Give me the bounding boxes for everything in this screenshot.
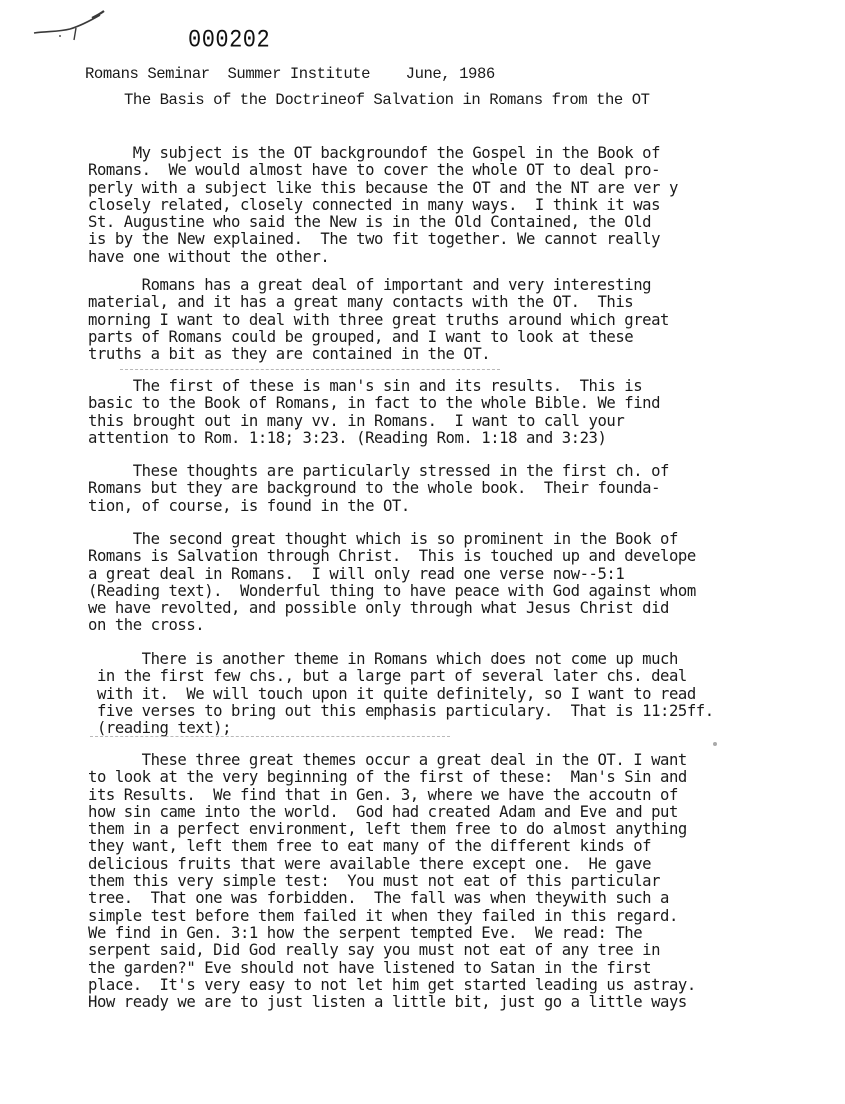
document-title: The Basis of the Doctrineof Salvation in Romans from the OT [124, 91, 650, 109]
document-header: Romans Seminar Summer Institute June, 1986 [85, 65, 495, 83]
paragraph-4: These thoughts are particularly stressed in the first ch. of Romans but they are background to the whole book. Their founda- tion, of course, is found in the OT. [88, 462, 669, 515]
scan-speck [713, 742, 717, 746]
paragraph-1: My subject is the OT backgroundof the Gospel in the Book of Romans. We would almost have to cover the whole OT to deal pro- perly with a subject like this because the OT and the NT are ver y closely related, closely connected in many ways. I think it was St. Augustine who said the New is in the Old Contained, the Old is by the New explained. The two fit together. We cannot really have one without the other. [88, 144, 678, 266]
scan-artifact-line [90, 736, 450, 737]
paragraph-2: Romans has a great deal of important and very interesting material, and it has a great many contacts with the OT. This morning I want to deal with three great truths around which great parts of Romans could be grouped, and I want to look at these truths a bit as they are contained in the OT. [88, 276, 669, 364]
paragraph-3: The first of these is man's sin and its results. This is basic to the Book of Romans, in fact to the whole Bible. We find this brought out in many vv. in Romans. I want to call your attention to Rom. 1:18; 3:23. (Reading Rom. 1:18 and 3:23) [88, 377, 661, 447]
paragraph-5: The second great thought which is so prominent in the Book of Romans is Salvation through Christ. This is touched up and develope a great deal in Romans. I will only read one verse now--5:1 (Reading text). Wonderful thing to have peace with God against whom we have revolted, and possible only through what Jesus Christ did on the cross. [88, 530, 696, 635]
paragraph-7: These three great themes occur a great deal in the OT. I want to look at the very beginning of the first of these: Man's Sin and its Results. We find that in Gen. 3, where we have the accoutn of how sin came into the world. God had created Adam and Eve and put them in a perfect environment, left them free to do almost anything they want, left them free to eat many of the different kinds of delicious fruits that were available there except one. He gave them this very simple test: You must not eat of this particular tree. That one was forbidden. The fall was when theywith such a simple test before them failed it when they failed in this regard. We find in Gen. 3:1 how the serpent tempted Eve. We read: The serpent said, Did God really say you must not eat of any tree in the garden?" Eve should not have listened to Satan in the first place. It's very easy to not let him get started leading us astray. How ready we are to just listen a little bit, just go a little ways [88, 751, 696, 1012]
scan-artifact-line [120, 369, 500, 370]
pen-scribble-mark [30, 6, 110, 46]
document-number: 000202 [188, 26, 271, 55]
paragraph-6: There is another theme in Romans which does not come up much in the first few chs., but a large part of several later chs. deal with it. We will touch upon it quite definitely, so I want to read five verses to bring out this emphasis particulary. That is 11:25ff. (reading text); [96, 650, 714, 738]
